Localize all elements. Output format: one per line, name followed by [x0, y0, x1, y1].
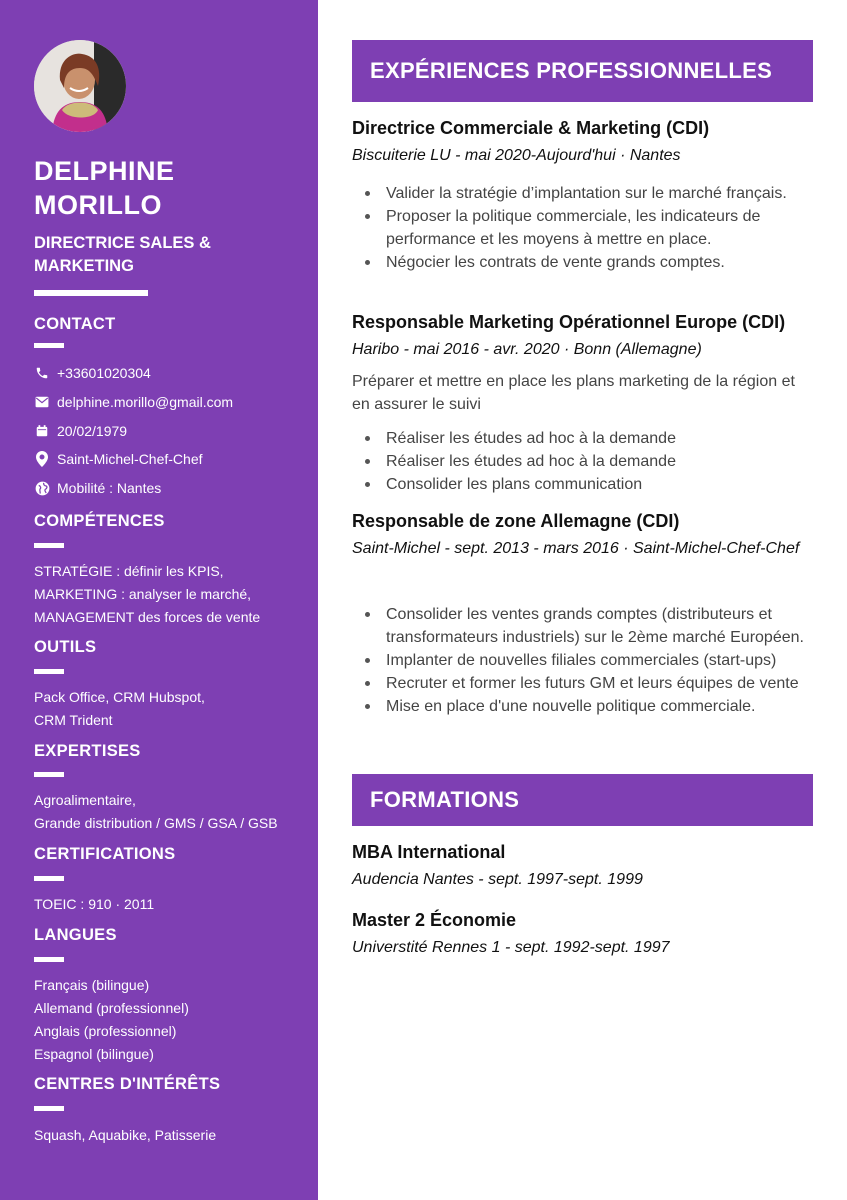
job-subtitle: Biscuiterie LU - mai 2020-Aujourd'hui · Nantes [352, 147, 681, 164]
expertise-line: Agroalimentaire, [34, 792, 136, 808]
certifications-heading: CERTIFICATIONS [34, 845, 176, 863]
languages-heading: LANGUES [34, 926, 117, 944]
job-subtitle: Saint-Michel - sept. 2013 - mars 2016 · Saint-Michel-Chef-Chef [352, 540, 800, 557]
globe-icon [34, 480, 50, 496]
expertise-line: Grande distribution / GMS / GSA / GSB [34, 815, 278, 831]
email-icon [34, 394, 50, 410]
avatar [34, 40, 126, 132]
interests-divider [34, 1106, 64, 1111]
email-value[interactable]: delphine.morillo@gmail.com [57, 394, 234, 410]
list-item: Réaliser les études ad hoc à la demande [364, 427, 814, 450]
language-line: Allemand (professionnel) [34, 1000, 189, 1016]
languages-divider [34, 957, 64, 962]
last-name: MORILLO [34, 190, 162, 220]
certification-line: TOEIC : 910 · 2011 [34, 896, 155, 912]
job-bullets [364, 182, 814, 274]
degree-title: Master 2 Économie [352, 910, 517, 930]
tools-heading: OUTILS [34, 638, 97, 656]
calendar-icon [34, 423, 50, 439]
list-item: Consolider les plans communication [364, 473, 814, 496]
expertise-heading: EXPERTISES [34, 742, 141, 760]
list-item: Recruter et former les futurs GM et leurs équipes de vente [364, 672, 814, 695]
job-subtitle: Haribo - mai 2016 - avr. 2020 · Bonn (Allemagne) [352, 341, 702, 358]
title-divider [34, 290, 148, 296]
job-title: Directrice Commerciale & Marketing (CDI) [352, 118, 710, 138]
interests-heading: CENTRES D'INTÉRÊTS [34, 1075, 221, 1093]
skills-heading: COMPÉTENCES [34, 512, 165, 530]
list-item: Consolider les ventes grands comptes (distributeurs et transformateurs industriels) sur le 2ème marché Européen. [364, 603, 814, 649]
birthdate-value: 20/02/1979 [57, 423, 128, 439]
language-line: Espagnol (bilingue) [34, 1046, 154, 1062]
skills-list [34, 560, 304, 629]
phone-icon [34, 365, 50, 381]
expertise-list [34, 789, 304, 835]
job-title: Responsable Marketing Opérationnel Europe (CDI) [352, 312, 786, 332]
certifications-list [34, 893, 304, 916]
mobility-value: Mobilité : Nantes [57, 480, 162, 496]
skill-line: STRATÉGIE : définir les KPIS, [34, 563, 224, 579]
contact-location [34, 449, 203, 469]
certifications-divider [34, 876, 64, 881]
experience-heading: EXPÉRIENCES PROFESSIONNELLES [352, 40, 813, 102]
skill-line: MARKETING : analyser le marché, [34, 586, 252, 602]
tools-divider [34, 669, 64, 674]
interests-list [34, 1124, 304, 1147]
skill-line: MANAGEMENT des forces de vente [34, 609, 261, 625]
list-item: Proposer la politique commerciale, les indicateurs de performance et les moyens à mettre en place. [364, 205, 814, 251]
tool-line: CRM Trident [34, 712, 113, 728]
location-pin-icon [34, 451, 50, 467]
tool-line: Pack Office, CRM Hubspot, [34, 689, 205, 705]
location-value: Saint-Michel-Chef-Chef [57, 451, 203, 467]
list-item: Valider la stratégie d’implantation sur le marché français. [364, 182, 814, 205]
list-item: Mise en place d'une nouvelle politique commerciale. [364, 695, 814, 718]
languages-list [34, 974, 304, 1066]
contact-birthdate [34, 421, 127, 441]
job-bullets [364, 603, 814, 718]
degree-subtitle: Universtité Rennes 1 - sept. 1992-sept. 1997 [352, 939, 670, 956]
contact-divider [34, 343, 64, 348]
language-line: Anglais (professionnel) [34, 1023, 177, 1039]
list-item: Implanter de nouvelles filiales commerciales (start-ups) [364, 649, 814, 672]
expertise-divider [34, 772, 64, 777]
education-heading: FORMATIONS [352, 774, 813, 826]
tools-list [34, 686, 304, 732]
contact-mobility [34, 478, 161, 498]
first-name: DELPHINE [34, 156, 175, 186]
candidate-name [34, 154, 175, 222]
list-item: Négocier les contrats de vente grands comptes. [364, 251, 814, 274]
job-summary: Préparer et mettre en place les plans marketing de la région et en assurer le suivi [352, 373, 795, 413]
contact-email [34, 392, 233, 412]
contact-phone [34, 363, 151, 383]
phone-value[interactable]: +33601020304 [57, 365, 151, 381]
contact-heading: CONTACT [34, 315, 116, 333]
sidebar [0, 0, 318, 1200]
degree-subtitle: Audencia Nantes - sept. 1997-sept. 1999 [352, 871, 643, 888]
list-item: Réaliser les études ad hoc à la demande [364, 450, 814, 473]
candidate-job-title: DIRECTRICE SALES & MARKETING [34, 234, 211, 275]
language-line: Français (bilingue) [34, 977, 150, 993]
interest-line: Squash, Aquabike, Patisserie [34, 1127, 217, 1143]
degree-title: MBA International [352, 842, 506, 862]
job-bullets [364, 427, 814, 496]
job-title: Responsable de zone Allemagne (CDI) [352, 511, 680, 531]
skills-divider [34, 543, 64, 548]
